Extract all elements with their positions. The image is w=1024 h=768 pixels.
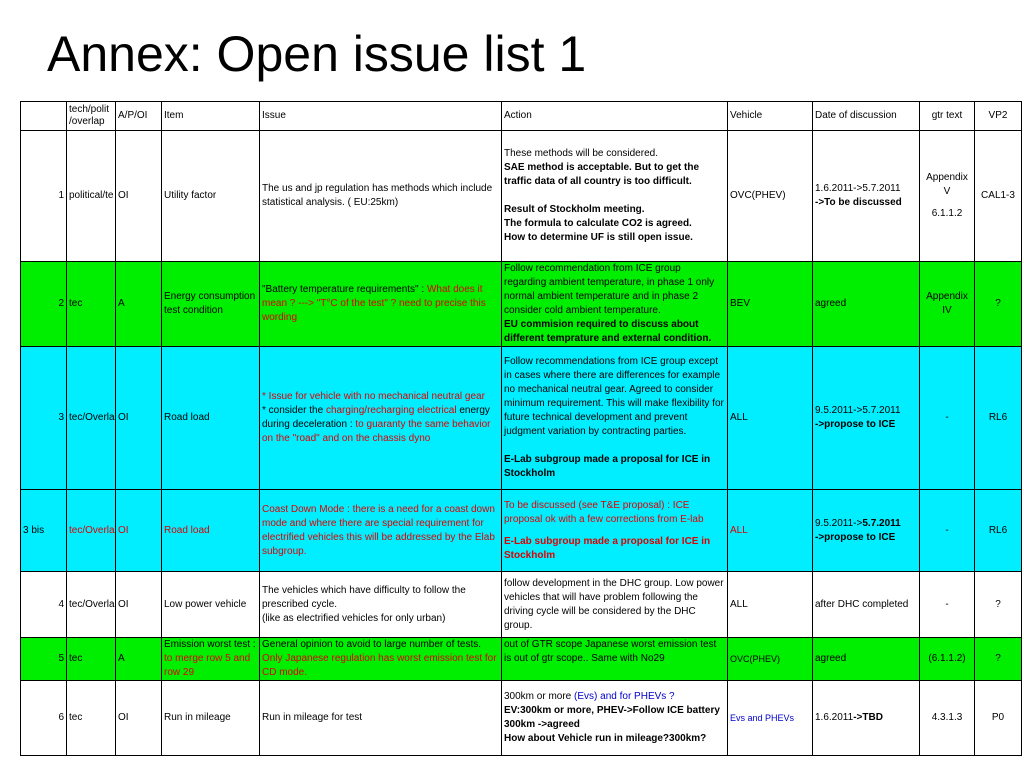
vp2-cell: ? <box>975 262 1022 347</box>
date-cell <box>813 681 920 756</box>
vp2-cell: CAL1-3 <box>975 131 1022 262</box>
gtr-cell: - <box>920 490 975 572</box>
item-cell: Road load <box>162 490 260 572</box>
vehicle-cell: OVC(PHEV) <box>728 638 813 681</box>
gtr-cell: - <box>920 347 975 490</box>
header-cell: Issue <box>260 102 502 131</box>
header-cell <box>21 102 67 131</box>
apoi-cell: OI <box>116 347 162 490</box>
date-text: 1.6.2011->5.7.2011 <box>815 183 901 194</box>
action-cell <box>502 490 728 572</box>
header-cell: Action <box>502 102 728 131</box>
action-text: The formula to calculate CO2 is agreed. <box>504 218 692 229</box>
issue-text-red: What does it mean ? ---> "T°C of the test" ? need to precise this wording <box>262 284 486 323</box>
action-text: EU commision required to discuss about different temprature and external condition. <box>504 319 712 344</box>
issue-text: * consider the <box>262 405 326 416</box>
action-text: Follow recommendation from ICE group regarding ambient temperature, in phase 1 only normal ambient temperature and in phase 2 consider cold ambient temperature. <box>504 263 715 316</box>
gtr-cell: Appendix IV <box>920 262 975 347</box>
date-cell <box>813 347 920 490</box>
row-number: 6 <box>21 681 67 756</box>
gtr-cell: - <box>920 572 975 638</box>
item-cell <box>162 638 260 681</box>
row-number: 1 <box>21 131 67 262</box>
type-cell: tec/Overla <box>67 347 116 490</box>
type-cell: political/te <box>67 131 116 262</box>
row-number: 2 <box>21 262 67 347</box>
vehicle-cell: Evs and PHEVs <box>728 681 813 756</box>
open-issue-table <box>20 101 1022 756</box>
row-number: 3 bis <box>21 490 67 572</box>
table-row <box>21 131 1022 262</box>
gtr-text: Appendix V <box>926 172 968 197</box>
apoi-cell: OI <box>116 131 162 262</box>
issue-cell <box>260 638 502 681</box>
row-number: 3 <box>21 347 67 490</box>
apoi-cell: OI <box>116 681 162 756</box>
header-cell: gtr text <box>920 102 975 131</box>
vp2-cell: ? <box>975 638 1022 681</box>
action-cell <box>502 681 728 756</box>
issue-text: The vehicles which have difficulty to follow the prescribed cycle. <box>262 584 466 610</box>
vp2-cell: RL6 <box>975 490 1022 572</box>
date-text: ->TBD <box>853 712 883 723</box>
date-text: ->To be discussed <box>815 197 902 208</box>
table-row <box>21 347 1022 490</box>
type-cell: tec <box>67 262 116 347</box>
header-cell: Vehicle <box>728 102 813 131</box>
action-cell: follow development in the DHC group. Low power vehicles that will have problem following the driving cycle will be considered by the DHC group. <box>502 572 728 638</box>
vehicle-cell: OVC(PHEV) <box>728 131 813 262</box>
item-cell: Run in mileage <box>162 681 260 756</box>
action-text-blue: (Evs) and for PHEVs ? <box>574 691 675 702</box>
type-cell: tec/Overla <box>67 490 116 572</box>
row-number: 4 <box>21 572 67 638</box>
apoi-cell: A <box>116 638 162 681</box>
action-text: How to determine UF is still open issue. <box>504 232 693 243</box>
header-cell: Item <box>162 102 260 131</box>
type-cell: tec/Overla <box>67 572 116 638</box>
date-text: ->propose to ICE <box>815 531 896 543</box>
item-text: Emission worst test : <box>164 639 256 650</box>
table-row <box>21 681 1022 756</box>
vehicle-cell: ALL <box>728 347 813 490</box>
issue-cell: Run in mileage for test <box>260 681 502 756</box>
vp2-cell: P0 <box>975 681 1022 756</box>
date-text: 1.6.2011 <box>815 712 854 723</box>
header-row <box>21 102 1022 131</box>
apoi-cell: OI <box>116 572 162 638</box>
action-text: EV:300km or more, PHEV->Follow ICE battery 300km ->agreed <box>504 705 720 730</box>
date-text: 9.5.2011-> <box>815 517 863 529</box>
issue-cell <box>260 347 502 490</box>
action-text: How about Vehicle run in mileage?300km? <box>504 733 707 744</box>
row-number: 5 <box>21 638 67 681</box>
action-cell <box>502 347 728 490</box>
header-cell: VP2 <box>975 102 1022 131</box>
vp2-cell: ? <box>975 572 1022 638</box>
action-text: Follow recommendations from ICE group except in cases where there are differences for example no mechanical neutral gear. Agreed to consider minimum requirement. This will make flexibility for future technical development and prevent judgment variation by contracting parties. <box>504 356 724 437</box>
issue-text-red: to guaranty the same behavior on the "road" and on the chassis dyno <box>262 419 491 444</box>
type-cell: tec <box>67 681 116 756</box>
action-text: To be discussed (see T&E proposal) : ICE proposal ok with a few corrections from E-lab <box>504 499 704 525</box>
action-text: These methods will be considered. <box>504 148 658 159</box>
vehicle-cell: ALL <box>728 490 813 572</box>
issue-cell: The us and jp regulation has methods which include statistical analysis. ( EU:25km) <box>260 131 502 262</box>
action-cell: out of GTR scope Japanese worst emission test is out of gtr scope.. Same with No29 <box>502 638 728 681</box>
table-row <box>21 572 1022 638</box>
item-cell: Energy consumption test condition <box>162 262 260 347</box>
vehicle-cell: ALL <box>728 572 813 638</box>
table-row <box>21 262 1022 347</box>
item-text-red: to merge row 5 and row 29 <box>164 653 251 678</box>
date-text: ->propose to ICE <box>815 419 896 430</box>
date-text: 9.5.2011->5.7.2011 <box>815 405 901 416</box>
header-cell: tech/polit /overlap <box>67 102 116 131</box>
gtr-text: 6.1.1.2 <box>931 208 963 219</box>
table-row <box>21 638 1022 681</box>
item-cell: Low power vehicle <box>162 572 260 638</box>
table-row <box>21 490 1022 572</box>
issue-text: (like as electrified vehicles for only urban) <box>262 612 446 624</box>
item-cell: Utility factor <box>162 131 260 262</box>
action-text: 300km or more <box>504 691 575 702</box>
action-text: E-Lab subgroup made a proposal for ICE in Stockholm <box>504 454 711 479</box>
action-text: E-Lab subgroup made a proposal for ICE in Stockholm <box>504 535 711 561</box>
issue-text: General opinion to avoid to large number of tests. <box>262 639 482 650</box>
issue-cell <box>260 572 502 638</box>
issue-text-red: Only Japanese regulation has worst emission test for CD mode. <box>262 653 497 678</box>
date-cell: agreed <box>813 638 920 681</box>
date-cell: after DHC completed <box>813 572 920 638</box>
action-cell <box>502 131 728 262</box>
action-text: SAE method is acceptable. But to get the traffic data of all country is too difficult. <box>504 162 700 187</box>
gtr-cell: (6.1.1.2) <box>920 638 975 681</box>
header-cell: A/P/OI <box>116 102 162 131</box>
type-cell: tec <box>67 638 116 681</box>
issue-cell: Coast Down Mode : there is a need for a coast down mode and where there are special requirement for electrified vehicles this will be addressed by the Elab subgroup. <box>260 490 502 572</box>
date-cell: agreed <box>813 262 920 347</box>
issue-text: "Battery temperature requirements" : <box>262 284 427 295</box>
item-cell: Road load <box>162 347 260 490</box>
apoi-cell: A <box>116 262 162 347</box>
header-cell: Date of discussion <box>813 102 920 131</box>
gtr-cell: 4.3.1.3 <box>920 681 975 756</box>
date-cell <box>813 490 920 572</box>
apoi-cell: OI <box>116 490 162 572</box>
action-text: Result of Stockholm meeting. <box>504 204 645 215</box>
date-text: 5.7.2011 <box>862 517 901 529</box>
vp2-cell: RL6 <box>975 347 1022 490</box>
page-title: Annex: Open issue list 1 <box>47 26 587 82</box>
issue-text: energy during deceleration : <box>262 405 490 430</box>
vehicle-cell: BEV <box>728 262 813 347</box>
issue-text-red: * Issue for vehicle with no mechanical neutral gear <box>262 391 485 402</box>
issue-cell <box>260 262 502 347</box>
date-cell <box>813 131 920 262</box>
gtr-cell <box>920 131 975 262</box>
issue-text-red: charging/recharging electrical <box>325 405 457 416</box>
action-cell <box>502 262 728 347</box>
